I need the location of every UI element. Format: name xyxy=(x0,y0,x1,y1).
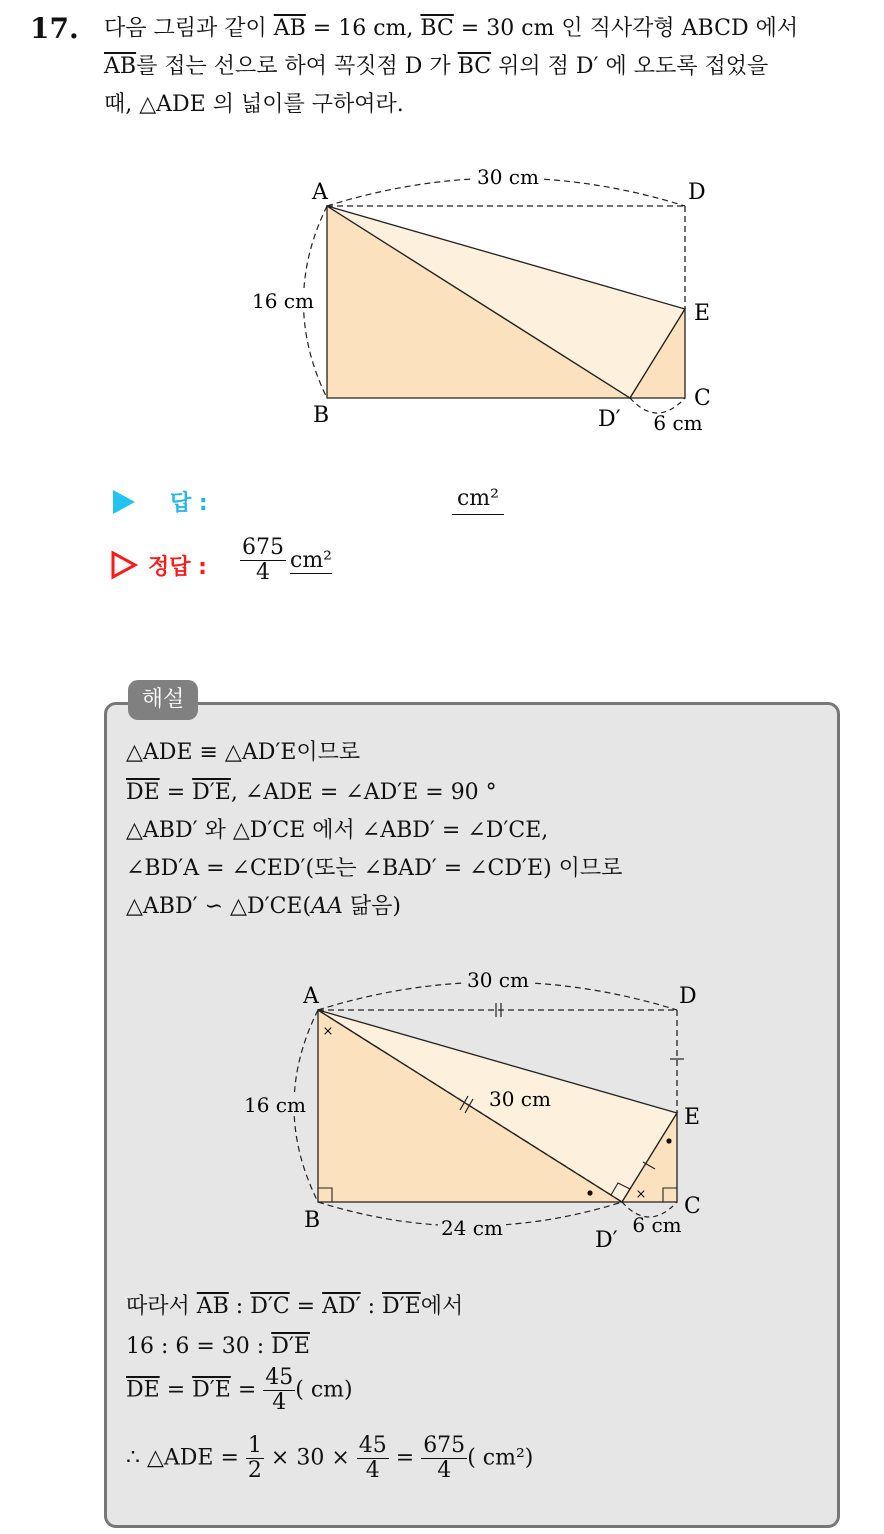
segment-dpe: D′E xyxy=(382,1294,421,1319)
point-a-label: A xyxy=(312,180,328,205)
segment-bc: $\overline{BC}$ xyxy=(457,54,492,79)
text: ∴ △ADE = xyxy=(126,1445,246,1471)
solution-line-7 xyxy=(126,1332,310,1362)
denominator: 4 xyxy=(272,1390,287,1416)
point-e-label: E xyxy=(694,301,711,326)
text: = xyxy=(159,780,193,805)
point-dprime-label: D′ xyxy=(595,1228,618,1253)
point-a-label: A xyxy=(303,984,319,1009)
text: = xyxy=(230,1377,264,1403)
fraction xyxy=(357,1434,389,1483)
question-text: 를 접는 선으로 하여 꼭짓점 D 가 xyxy=(136,54,458,79)
angle-mark-dot xyxy=(587,1190,592,1195)
length-label-dpc: 6 cm xyxy=(653,411,703,435)
correct-answer-unit: cm² xyxy=(290,547,333,573)
fraction xyxy=(263,1366,295,1415)
point-c-label: C xyxy=(694,386,711,411)
text: 16 : 6 = 30 : xyxy=(126,1334,272,1359)
solution-line-3: △ABD′ 와 △D′CE 에서 ∠ABD′ = ∠D′CE, xyxy=(126,818,549,843)
length-label-bdp: 24 cm xyxy=(441,1216,503,1240)
segment-de: $\overline{DE}$ xyxy=(126,780,160,805)
numerator: 45 xyxy=(265,1365,294,1390)
text: : xyxy=(228,1294,251,1319)
numerator: 1 xyxy=(247,1433,262,1458)
question-line-3: 때, △ADE 의 넓이를 구하여라. xyxy=(104,92,404,117)
text: 에서 xyxy=(420,1294,464,1319)
text: △ABD′ ∽ △D′CE( xyxy=(126,894,312,919)
segment-adp: AD′ xyxy=(322,1294,361,1319)
unit: ( cm²) xyxy=(467,1445,534,1471)
length-label-dpc: 6 cm xyxy=(632,1213,682,1237)
aa-text: AA xyxy=(311,894,343,919)
point-b-label: B xyxy=(313,403,330,428)
denominator: 4 xyxy=(365,1458,380,1484)
text: = xyxy=(388,1445,422,1471)
length-label-ad: 30 cm xyxy=(467,968,529,992)
numerator: 675 xyxy=(423,1433,466,1458)
answer-label: 답 : xyxy=(170,491,208,516)
segment-dpe: D′E xyxy=(192,780,231,805)
text: × 30 × xyxy=(263,1445,357,1471)
denominator: 4 xyxy=(437,1458,452,1484)
segment-ab: $\overline{AB}$ xyxy=(104,54,137,79)
question-number: 17. xyxy=(30,12,79,45)
point-c-label: C xyxy=(684,1194,701,1219)
text: , ∠ADE = ∠AD′E = 90 ° xyxy=(230,780,497,805)
point-d-label: D xyxy=(688,180,706,205)
solution-line-4: ∠BD′A = ∠CED′(또는 ∠BAD′ = ∠CD′E) 이므로 xyxy=(126,856,623,881)
text: = xyxy=(159,1377,193,1403)
length-label-adp: 30 cm xyxy=(489,1087,551,1111)
solution-line-8 xyxy=(126,1366,353,1415)
angle-mark-cross: × xyxy=(635,1187,647,1202)
text: : xyxy=(360,1294,383,1319)
denominator: 4 xyxy=(256,560,270,586)
text: = xyxy=(289,1294,323,1319)
segment-ab: $\overline{AB}$ xyxy=(196,1294,229,1319)
question-text: = 30 cm 인 직사각형 ABCD 에서 xyxy=(453,16,799,41)
angle-mark-cross: × xyxy=(322,1024,334,1039)
point-dprime-label: D′ xyxy=(598,407,621,432)
solution-tag: 해설 xyxy=(128,680,198,720)
solution-line-1: △ADE ≡ △AD′E이므로 xyxy=(126,740,361,765)
segment-dpe: D′E xyxy=(271,1334,310,1359)
denominator: 2 xyxy=(247,1458,262,1484)
segment-de: $\overline{DE}$ xyxy=(126,1377,160,1403)
question-text: 다음 그림과 같이 xyxy=(104,16,274,41)
point-b-label: B xyxy=(304,1208,321,1233)
angle-mark-dot xyxy=(666,1138,671,1143)
text: 닮음) xyxy=(342,894,401,919)
solution-line-6 xyxy=(126,1292,463,1322)
length-label-ad: 30 cm xyxy=(477,165,539,189)
length-label-ab: 16 cm xyxy=(252,289,314,313)
numerator: 675 xyxy=(242,535,284,560)
correct-answer-label: 정답 : xyxy=(148,555,207,580)
numerator: 45 xyxy=(358,1433,387,1458)
question-text: 위의 점 D′ 에 오도록 접었을 xyxy=(491,54,769,79)
unit: ( cm) xyxy=(295,1377,353,1403)
segment-bc: $\overline{BC}$ xyxy=(420,16,454,41)
point-d-label: D xyxy=(679,984,697,1009)
text: 따라서 xyxy=(126,1294,197,1319)
solution-line-9 xyxy=(126,1434,533,1483)
point-e-label: E xyxy=(684,1105,701,1130)
length-label-ab: 16 cm xyxy=(244,1093,306,1117)
segment-ab: $\overline{AB}$ xyxy=(273,16,306,41)
fraction xyxy=(421,1434,467,1483)
segment-dpe: D′E xyxy=(192,1377,231,1403)
fraction xyxy=(246,1434,264,1483)
question-text: = 16 cm, xyxy=(305,16,421,41)
answer-unit: cm² xyxy=(452,486,504,515)
segment-dpc: D′C xyxy=(250,1294,290,1319)
